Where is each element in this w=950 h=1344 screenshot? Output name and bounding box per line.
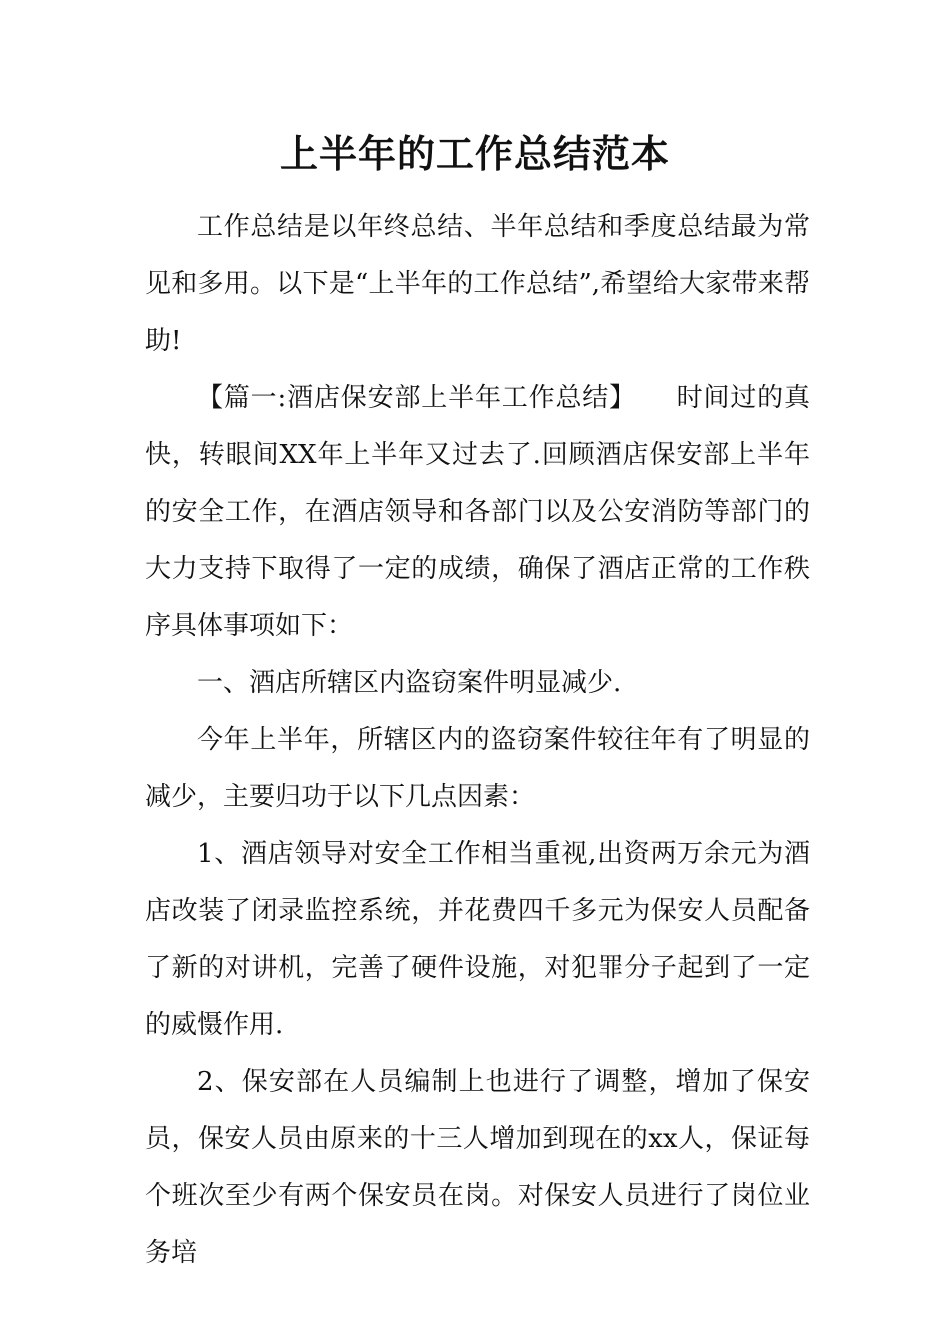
paragraph-item-1: 1、酒店领导对安全工作相当重视,出资两万余元为酒店改装了闭录监控系统，并花费四千多元为保安人员配备了新的对讲机，完善了硬件设施，对犯罪分子起到了一定的威慑作用. bbox=[145, 839, 810, 1040]
paragraph-theft-reduction: 今年上半年，所辖区内的盗窃案件较往年有了明显的减少，主要归功于以下几点因素： bbox=[145, 725, 810, 812]
document-body bbox=[145, 199, 810, 1282]
document-title: 上半年的工作总结范本 bbox=[279, 131, 670, 176]
paragraph-intro: 工作总结是以年终总结、半年总结和季度总结最为常见和多用。以下是“上半年的工作总结”,希望给大家带来帮助! bbox=[145, 212, 810, 356]
paragraph-item-2: 2、保安部在人员编制上也进行了调整，增加了保安员，保安人员由原来的十三人增加到现在的xx人，保证每个班次至少有两个保安员在岗。对保安人员进行了岗位业务培 bbox=[145, 1067, 810, 1268]
paragraph-section-heading: 【篇一:酒店保安部上半年工作总结】 时间过的真快，转眼间XX年上半年又过去了.回顾酒店保安部上半年的安全工作，在酒店领导和各部门以及公安消防等部门的大力支持下取得了一定的成绩，确保了酒店正常的工作秩序具体事项如下： bbox=[145, 383, 810, 641]
paragraph-point-one: 一、酒店所辖区内盗窃案件明显减少. bbox=[197, 668, 622, 698]
